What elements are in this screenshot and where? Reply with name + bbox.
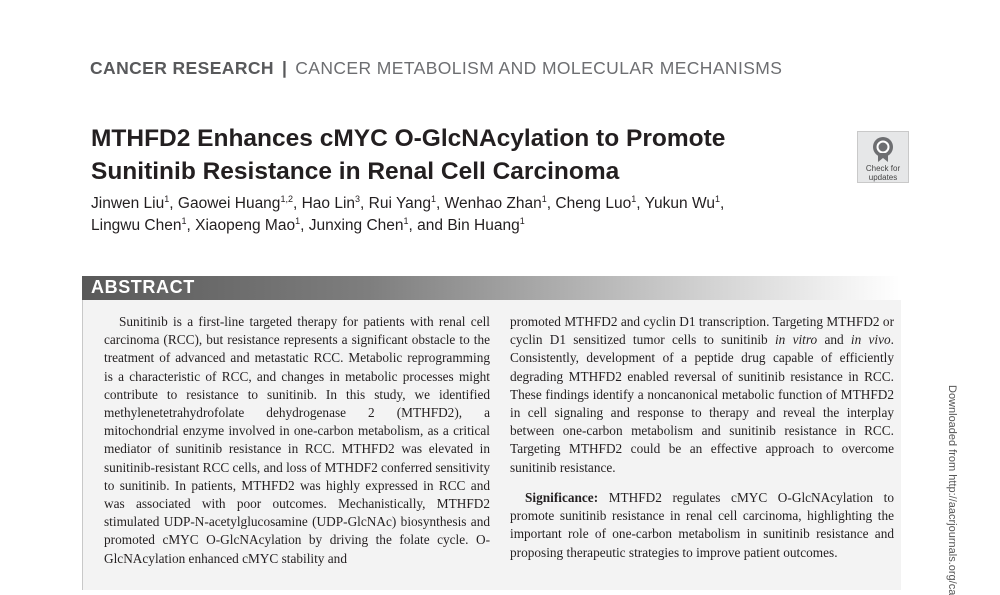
download-side-note: Downloaded from http://aacrjournals.org/ca [946, 385, 958, 595]
significance-label: Significance: [525, 490, 599, 505]
author-name: Cheng Luo [555, 195, 632, 212]
author-name: Hao Lin [301, 195, 356, 212]
author-name: Lingwu Chen [91, 217, 182, 234]
check-for-updates-label: Check for updates [865, 164, 901, 182]
author-separator: , [300, 217, 309, 234]
author-separator: , [636, 195, 645, 212]
author-name: Gaowei Huang [177, 195, 281, 212]
author-separator: , [436, 195, 445, 212]
author-separator: , [169, 195, 178, 212]
author-affiliation: 1 [519, 216, 525, 226]
author-separator: , [292, 195, 302, 212]
in-vivo-term: in vivo [850, 332, 891, 348]
author-affiliation: 1 [631, 194, 637, 204]
author-separator: , [719, 195, 725, 212]
author-separator: , and [408, 217, 448, 234]
author-separator: , [546, 195, 556, 212]
author-name: Wenhao Zhan [444, 195, 542, 212]
author-list [91, 193, 811, 237]
journal-section: CANCER METABOLISM AND MOLECULAR MECHANISMS [295, 58, 783, 78]
author-name: Jinwen Liu [91, 195, 165, 212]
significance-text: MTHFD2 regulates cMYC O-GlcNAcylation to promote sunitinib resistance in renal cell carcinoma, highlighting the important role of one-carbon metabolism in sunitinib resistance and proposing therapeutic strategies to improve patient outcomes. [510, 490, 894, 560]
author-affiliation: 1 [431, 194, 437, 204]
author-name: Rui Yang [368, 195, 431, 212]
author-affiliation: 1 [714, 194, 720, 204]
journal-name: CANCER RESEARCH [90, 58, 274, 78]
author-affiliation: 1 [181, 216, 187, 226]
abstract-right-text-c: . Consistently, development of a peptide drug capable of efficiently degrading MTHFD2 enabled reversal of sunitinib resistance in RCC. These findings identify a noncanonical metabolic function of MTHFD2 in cell signaling and response to therapy and reveal the interplay between one-carbon metabolism and sunitinib resistance in RCC. Targeting MTHFD2 could be an effective approach to overcome sunitinib resistance. [510, 332, 894, 475]
author-affiliation: 1 [295, 216, 301, 226]
abstract-right-column [510, 313, 894, 477]
title-line-1: MTHFD2 Enhances cMYC O-GlcNAcylation to Promote [91, 125, 726, 152]
check-for-updates-icon [871, 136, 895, 164]
author-name: Junxing Chen [308, 217, 404, 234]
abstract-left-column: Sunitinib is a first-line targeted therapy for patients with renal cell carcinoma (RCC), but resistance represents a significant obstacle to the treatment of advanced and metastatic RCC. Metabolic reprogramming is a characteristic of RCC, and changes in metabolic processes might contribute to resistance to sunitinib. In this study, we identified methylenetetrahydrofolate dehydrogenase 2 (MTHFD2), a mitochondrial enzyme involved in one-carbon metabolism, as a critical mediator of sunitinib resistance in RCC. MTHFD2 was elevated in sunitinib-resistant RCC cells, and loss of MTHDF2 conferred sensitivity to sunitinib. In patients, MTHFD2 was highly expressed in RCC and was associated with poor outcomes. Mechanistically, MTHFD2 stimulated UDP-N-acetylglucosamine (UDP-GlcNAc) biosynthesis and promoted cMYC O-GlcNAcylation by driving the folate cycle. O-GlcNAcylation enhanced cMYC stability and [104, 314, 490, 566]
significance-statement [510, 489, 894, 562]
author-affiliation: 1 [541, 194, 547, 204]
abstract-right-text-b: and [817, 332, 851, 348]
author-affiliation: 1,2 [280, 194, 293, 204]
check-for-updates-badge[interactable] [857, 131, 909, 183]
abstract-heading-bar [82, 276, 900, 300]
author-name: Yukun Wu [644, 195, 715, 212]
abstract-heading: ABSTRACT [91, 277, 195, 297]
title-line-2: Sunitinib Resistance in Renal Cell Carcinoma [91, 158, 620, 185]
author-affiliation: 1 [164, 194, 170, 204]
author-name: Xiaopeng Mao [195, 217, 296, 234]
author-line-1 [91, 193, 811, 215]
abstract-right-paragraph [510, 313, 894, 477]
author-name: Bin Huang [447, 217, 520, 234]
author-separator: , [186, 217, 196, 234]
abstract-right-text-a: promoted MTHFD2 and cyclin D1 transcription. Targeting MTHFD2 or cyclin D1 sensitized tumor cells to sunitinib [510, 314, 894, 348]
header-separator: | [281, 58, 288, 78]
article-title [91, 122, 811, 188]
author-separator: , [360, 195, 369, 212]
author-line-2 [91, 215, 811, 237]
author-affiliation: 3 [355, 194, 361, 204]
author-affiliation: 1 [403, 216, 409, 226]
in-vitro-term: in vitro [774, 332, 818, 348]
journal-header [90, 58, 782, 79]
